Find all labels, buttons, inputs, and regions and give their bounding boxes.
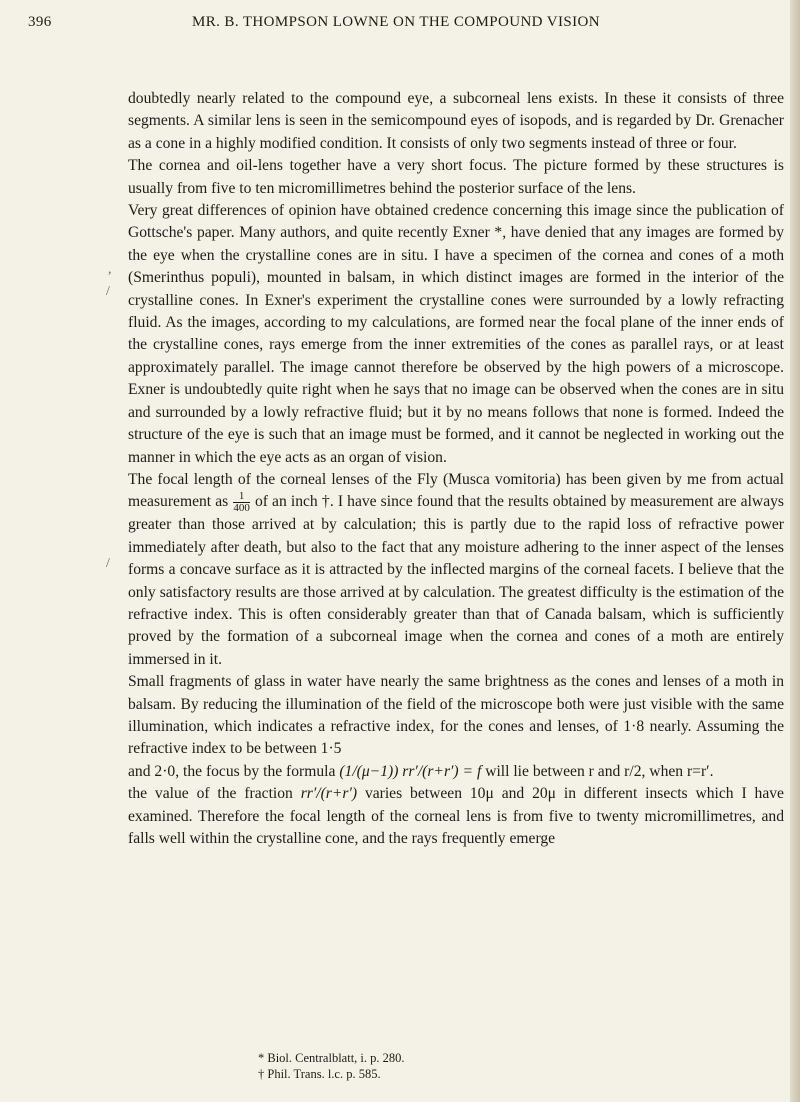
paragraph-1: doubtedly nearly related to the compound eye, a subcorneal lens exists. In these it consists of three segments. A similar lens is seen in the semicompound eyes of isopods, and is regarded by Dr. Grenacher as a cone in a highly modified condition. It consists of only two segments instead of three or four. [128, 90, 784, 152]
footnotes [128, 1050, 784, 1082]
page-number: 396 [28, 14, 52, 30]
fraction-rr: rr′/(r+r′) [300, 785, 358, 803]
paragraph-5: Small fragments of glass in water have nearly the same brightness as the cones and lenses of a moth in balsam. By reducing the illumination of the field of the microscope both were just visible with the same illumination, which indicates a refractive index, for the cones and lenses, of 1·8 nearly. Assuming the refractive index to be between 1·5 [128, 673, 784, 758]
fraction-one-four-hundredth: $\frac{1}{400}$ [233, 490, 250, 515]
body-text [128, 88, 784, 850]
paragraph-4 [128, 469, 784, 671]
footnote-1: * Biol. Centralblatt, i. p. 280. [258, 1051, 405, 1065]
page-edge [790, 0, 800, 1102]
margin-mark: / [106, 284, 110, 299]
paragraph-4-rest: of an inch †. I have since found that the results obtained by measurement are always greater than those arrived at by calculation; this is partly due to the rapid loss of refractive power immediately after death, but also to the fact that any moisture adhering to the inner aspect of the lenses forms a concave surface as it is attracted by the inflected margins of the corneal facets. I believe that the only satisfactory results are those arrived at by calculation. The greatest difficulty is the estimation of the refractive index. This is often considerably greater than that of Canada balsam, which is sufficiently proved by the formation of a subcorneal image when the cornea and cones of a moth are entirely immersed in it. [128, 493, 784, 668]
margin-mark: / [106, 556, 110, 571]
paragraph-3: Very great differences of opinion have obtained credence concerning this image since the publication of Gottsche's paper. Many authors, and quite recently Exner *, have denied that any images are formed by the eye when the crystalline cones are in situ. I have a specimen of the cornea and cones of a moth (Smerinthus populi), mounted in balsam, in which distinct images are formed in the interior of the crystalline cones. In Exner's experiment the crystalline cones were surrounded by a lowly refracting fluid. As the images, according to my calculations, are formed near the focal plane of the inner ends of the crystalline cones, rays emerge from the inner extremities of the cones as parallel rays, or at least approximately parallel. The image cannot therefore be observed by the high powers of a microscope. Exner is undoubtedly quite right when he says that no image can be observed when the cones are in situ and surrounded by a lowly refractive fluid; but it by no means follows that none is formed. Indeed the structure of the eye is such that an image must be formed, and it cannot be neglected in working out the manner in which the eye acts as an organ of vision. [128, 202, 784, 466]
running-head: MR. B. THOMPSON LOWNE ON THE COMPOUND VISION [191, 14, 601, 30]
paragraph-4-start: The focal length of the corneal lenses of the Fly (Musca vomitoria) has been given by me from actual measurement as [128, 470, 784, 511]
focus-formula: (1/(μ−1)) rr′/(r+r′) = f [339, 762, 482, 780]
running-header [28, 14, 764, 38]
margin-mark: , [108, 262, 112, 277]
formula-line: and 2·0, the focus by the formula (1/(μ−1)) rr′/(r+r′) = f will lie between r and r/2, when r=r′. [128, 762, 714, 780]
paragraph-6: the value of the fraction rr′/(r+r′) varies between 10μ and 20μ in different insects which I have examined. Therefore the focal length of the corneal lens is from five to twenty micromillimetres, and falls well within the crystalline cone, and the rays frequently emerge [128, 785, 784, 847]
footnote-2: † Phil. Trans. l.c. p. 585. [258, 1067, 381, 1081]
paragraph-2: The cornea and oil-lens together have a very short focus. The picture formed by these structures is usually from five to ten micromillimetres behind the posterior surface of the lens. [128, 157, 784, 197]
